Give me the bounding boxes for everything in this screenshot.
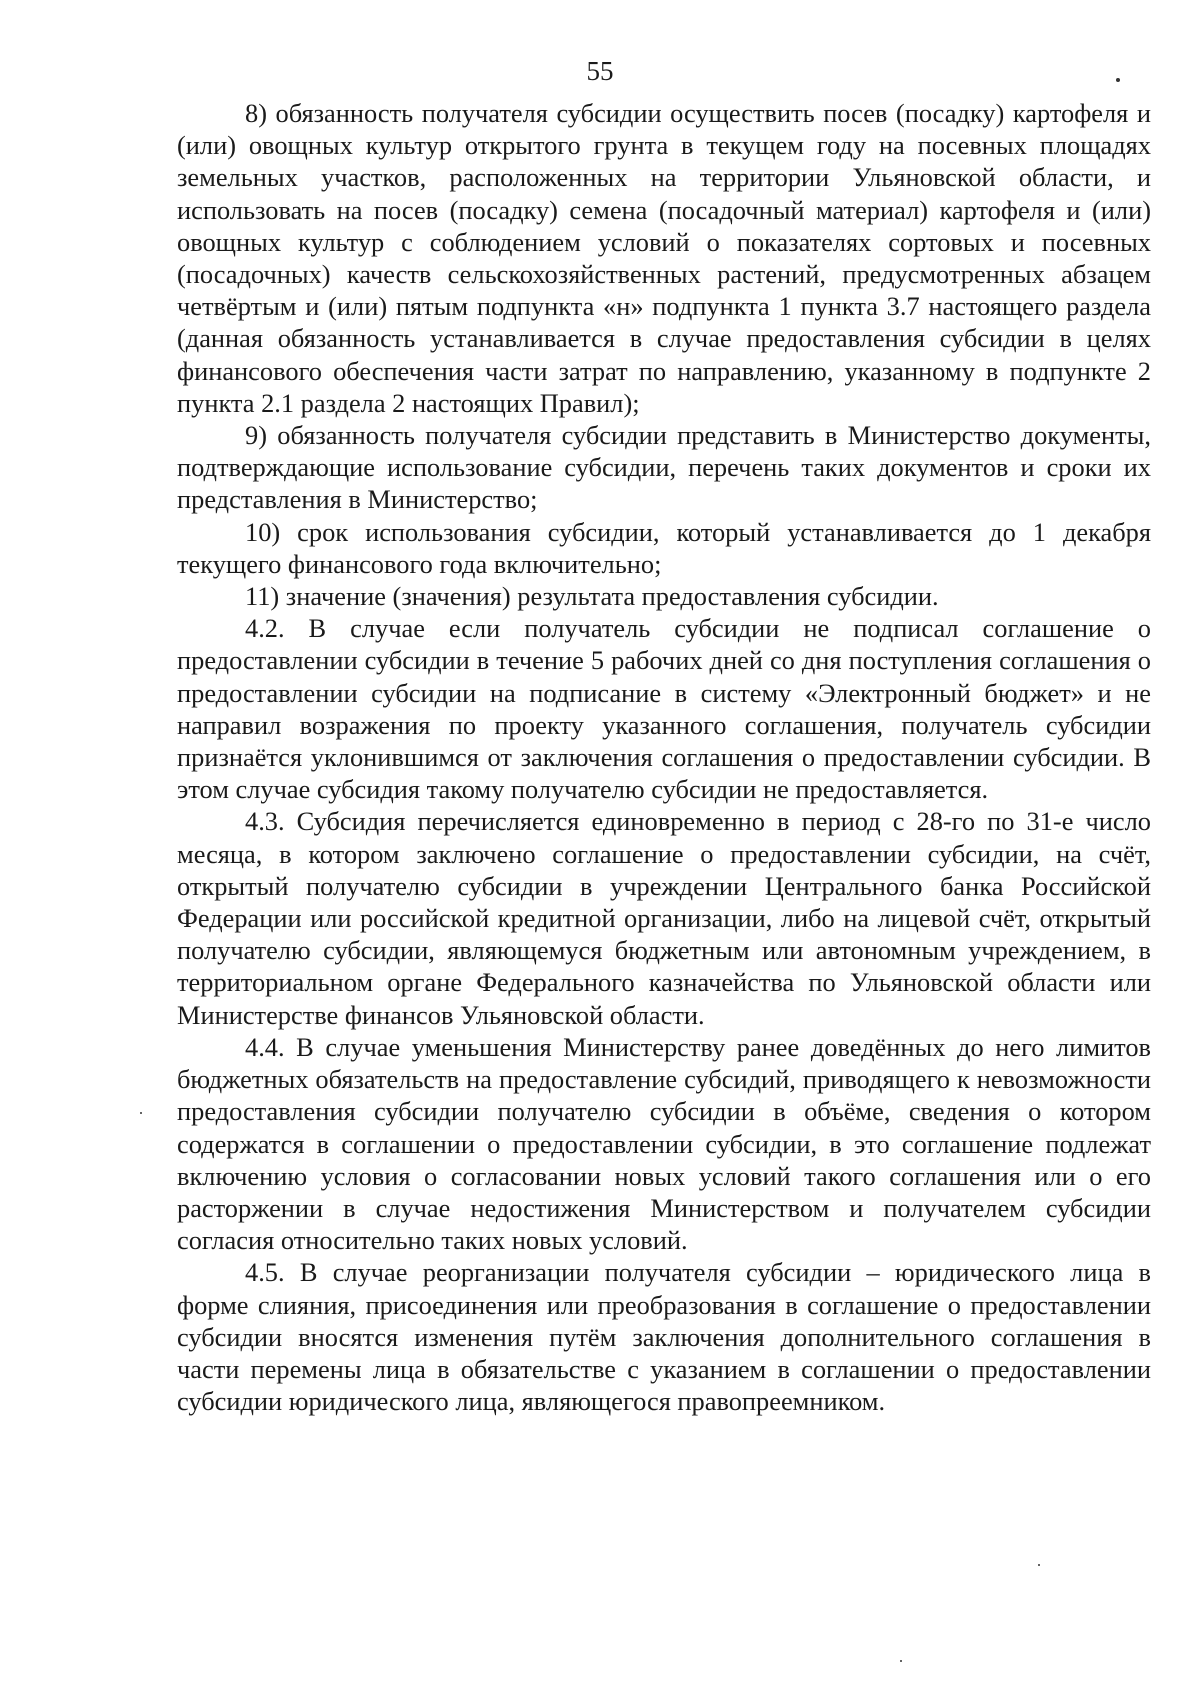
- scan-speck: [1116, 78, 1120, 82]
- paragraph-item-11: 11) значение (значения) результата предоставления субсидии.: [245, 581, 939, 612]
- paragraph-item-9: 9) обязанность получателя субсидии представить в Министерство документы, подтверждающие использование субсидии, перечень таких документов и сроки их представления в Министерство;: [177, 420, 1151, 515]
- scan-speck: [1038, 1564, 1040, 1566]
- scan-speck: [140, 1112, 142, 1114]
- paragraph-4-2: 4.2. В случае если получатель субсидии не подписал соглашение о предоставлении субсидии в течение 5 рабочих дней со дня поступления соглашения о предоставлении субсидии на подписание в систему «Электронный бюджет» и не направил возражения по проекту указанного соглашения, получатель субсидии признаётся уклонившимся от заключения соглашения о предоставлении субсидии. В этом случае субсидия такому получателю субсидии не предоставляется.: [177, 613, 1151, 805]
- page-number: 55: [586, 56, 614, 86]
- paragraph-4-5: 4.5. В случае реорганизации получателя субсидии – юридического лица в форме слияния, присоединения или преобразования в соглашение о предоставлении субсидии вносятся изменения путём заключения дополнительного соглашения в части перемены лица в обязательстве с указанием в соглашении о предоставлении субсидии юридического лица, являющегося правопреемником.: [177, 1257, 1151, 1417]
- paragraph-4-4: 4.4. В случае уменьшения Министерству ранее доведённых до него лимитов бюджетных обязательств на предоставление субсидий, приводящего к невозможности предоставления субсидии получателю субсидии в объёме, сведения о котором содержатся в соглашении о предоставлении субсидии, в это соглашение подлежат включению условия о согласовании новых условий такого соглашения или о его расторжении в случае недостижения Министерством и получателем субсидии согласия относительно таких новых условий.: [177, 1031, 1151, 1256]
- paragraph-item-10: 10) срок использования субсидии, который устанавливается до 1 декабря текущего финансового года включительно;: [177, 516, 1151, 579]
- scan-speck: [900, 1660, 902, 1662]
- paragraph-4-3: 4.3. Субсидия перечисляется единовременно в период с 28-го по 31-е число месяца, в котором заключено соглашение о предоставлении субсидии, на счёт, открытый получателю субсидии в учреждении Центрального банка Российской Федерации или российской кредитной организации, либо на лицевой счёт, открытый получателю субсидии, являющемуся бюджетным или автономным учреждением, в территориальном органе Федерального казначейства по Ульяновской области или Министерстве финансов Ульяновской области.: [177, 806, 1151, 1030]
- paragraph-item-8: 8) обязанность получателя субсидии осуществить посев (посадку) картофеля и (или) овощных культур открытого грунта в текущем году на посевных площадях земельных участков, расположенных на территории Ульяновской области, и использовать на посев (посадку) семена (посадочный материал) картофеля и (или) овощных культур с соблюдением условий о показателях сортовых и посевных (посадочных) качеств сельскохозяйственных растений, предусмотренных абзацем четвёртым и (или) пятым подпункта «н» подпункта 1 пункта 3.7 настоящего раздела (данная обязанность устанавливается в случае предоставления субсидии в целях финансового обеспечения части затрат по направлению, указанному в подпункте 2 пункта 2.1 раздела 2 настоящих Правил);: [177, 98, 1151, 418]
- document-body: [177, 97, 1151, 1417]
